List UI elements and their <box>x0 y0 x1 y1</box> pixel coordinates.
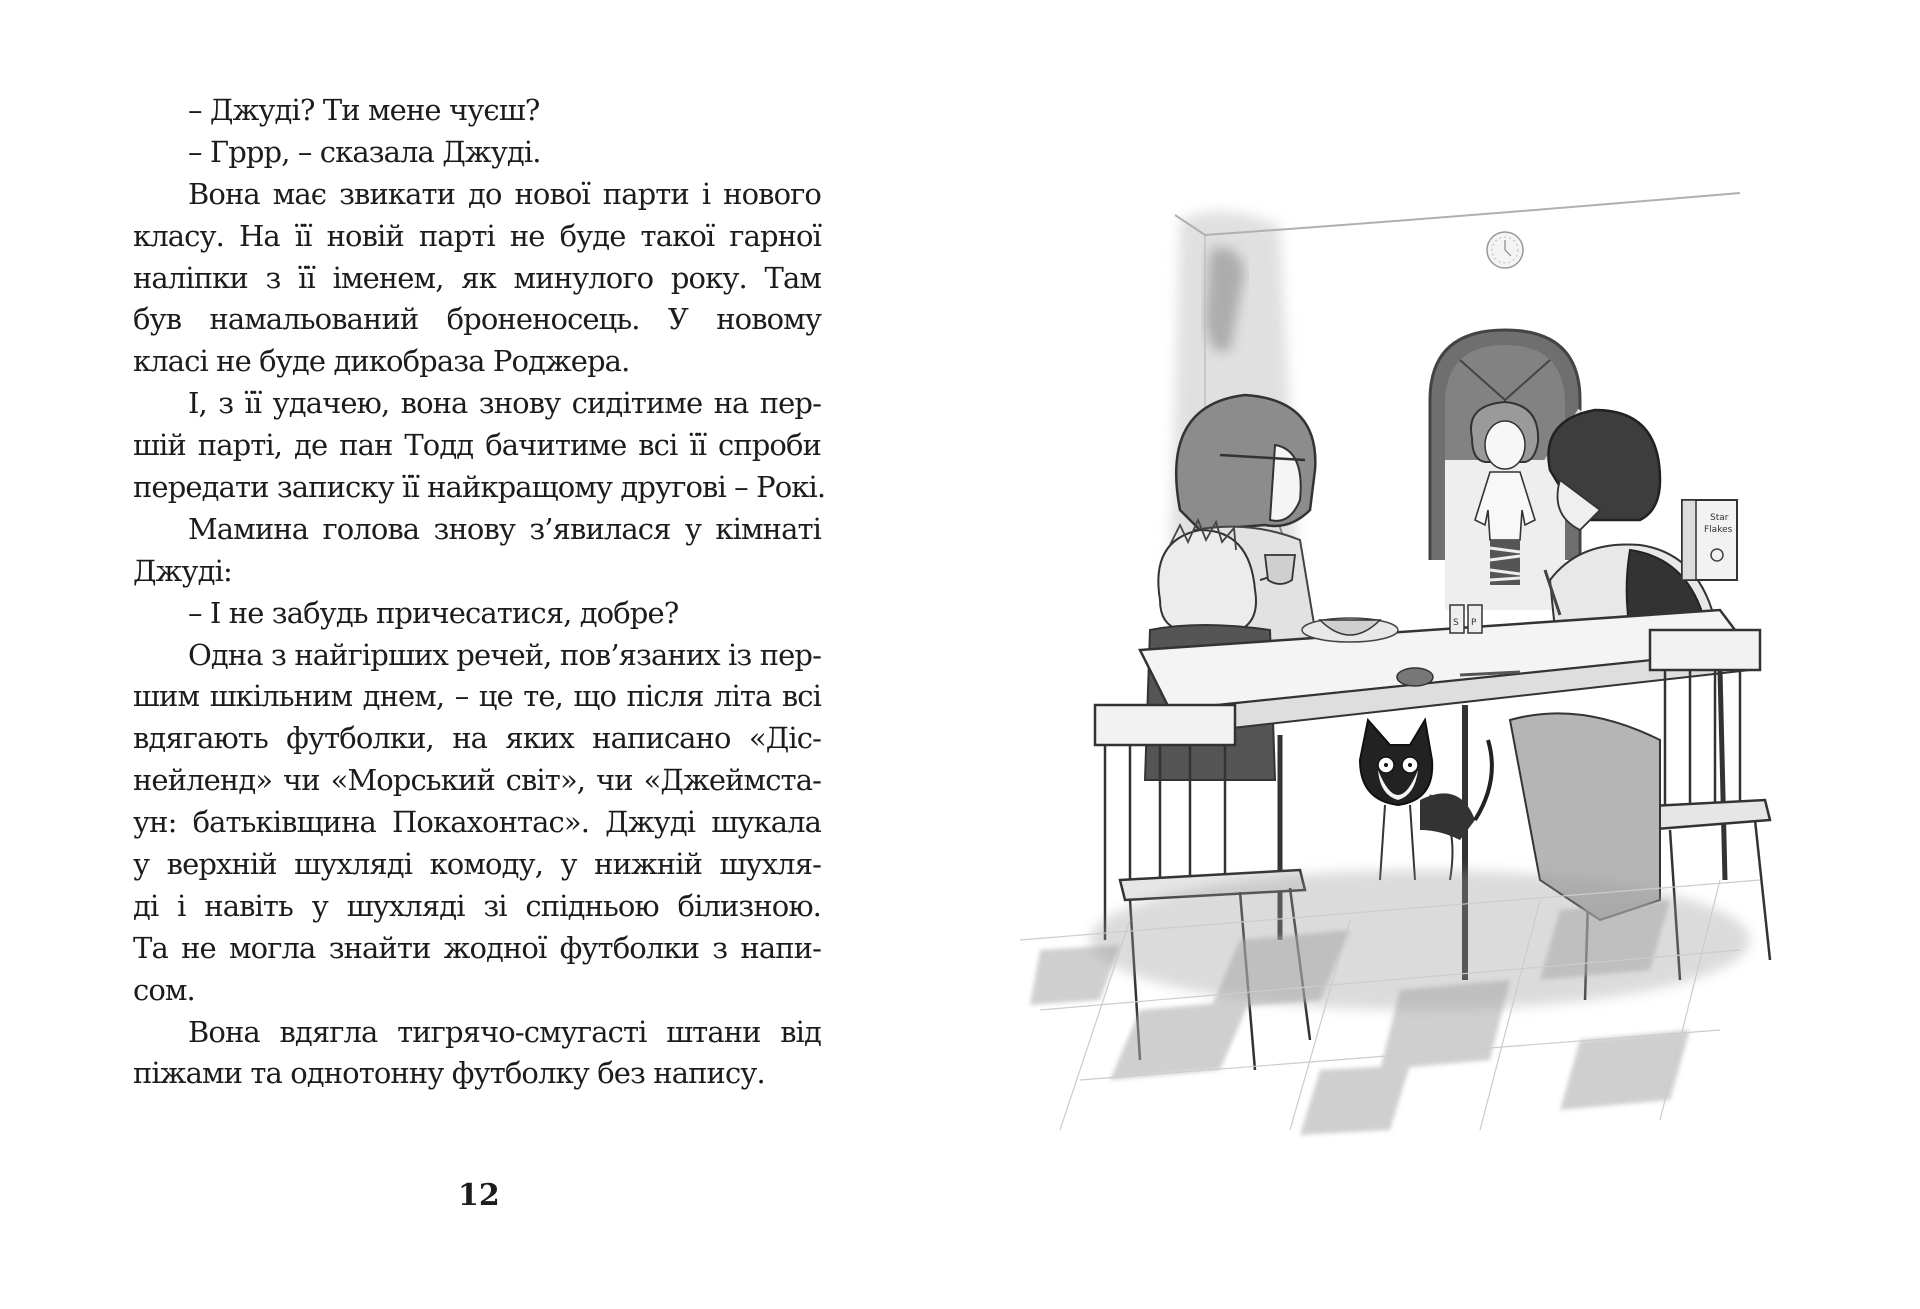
wall-clock-icon <box>1487 232 1523 268</box>
page-number: 12 <box>458 1178 500 1213</box>
text-line: передати записку її найкращому другові – Рокі. <box>133 470 826 505</box>
illustration <box>1020 180 1800 1140</box>
text-line: шим шкільним днем, – це те, що після літа всі <box>133 679 821 714</box>
text-line: Джуді: <box>133 553 232 588</box>
text-line: – Джуді? Ти мене чуєш? <box>188 93 540 127</box>
tea-cup-icon <box>1265 555 1295 584</box>
text-line: Мамина голова знову з’явилася у кімнаті <box>188 511 821 546</box>
svg-text:S: S <box>1453 618 1459 628</box>
toy-mouse <box>1397 668 1433 686</box>
text-line: класі не буде дикобраза Роджера. <box>133 344 630 379</box>
body-text <box>133 90 826 1095</box>
text-line: вдягають футболки, на яких написано «Діс- <box>133 721 821 756</box>
svg-text:Flakes: Flakes <box>1704 525 1733 535</box>
text-line: піжами та однотонну футболку без напису. <box>133 1056 765 1091</box>
text-line: Та не могла знайти жодної футболки з напи- <box>133 930 821 965</box>
svg-text:P: P <box>1471 618 1477 628</box>
family-breakfast-illustration <box>1020 180 1800 1140</box>
text-line: класу. На її новій парті не буде такої гарної <box>133 218 821 253</box>
cereal-box <box>1682 500 1737 580</box>
text-line: у верхній шухляді комоду, у нижній шухля- <box>133 847 821 882</box>
text-line: був намальований броненосець. У новому <box>133 302 821 337</box>
text-line: шій парті, де пан Тодд бачитиме всі її спроби <box>133 428 821 463</box>
text-line: Вона вдягла тигрячо-смугасті штани від <box>188 1014 821 1049</box>
text-line: І, з її удачею, вона знову сидітиме на пер- <box>188 386 821 421</box>
text-line: Вона має звикати до нової парти і нового <box>188 176 821 211</box>
text-line: нейленд» чи «Морський світ», чи «Джеймста- <box>133 763 821 798</box>
cereal-box-label: Star <box>1710 513 1729 523</box>
text-line: ді і навіть у шухляді зі спідньою білизною. <box>133 888 821 923</box>
text-line: – Гррр, – сказала Джуді. <box>188 134 541 169</box>
cat-figure <box>1360 720 1492 880</box>
text-line: ун: батьківщина Покахонтас». Джуді шукала <box>133 805 821 840</box>
text-line: сом. <box>133 972 195 1007</box>
text-line: – І не забудь причесатися, добре? <box>188 595 679 630</box>
text-line: Одна з найгірших речей, пов’язаних із пер- <box>188 637 821 672</box>
text-line: наліпки з її іменем, як минулого року. Там <box>133 260 821 295</box>
